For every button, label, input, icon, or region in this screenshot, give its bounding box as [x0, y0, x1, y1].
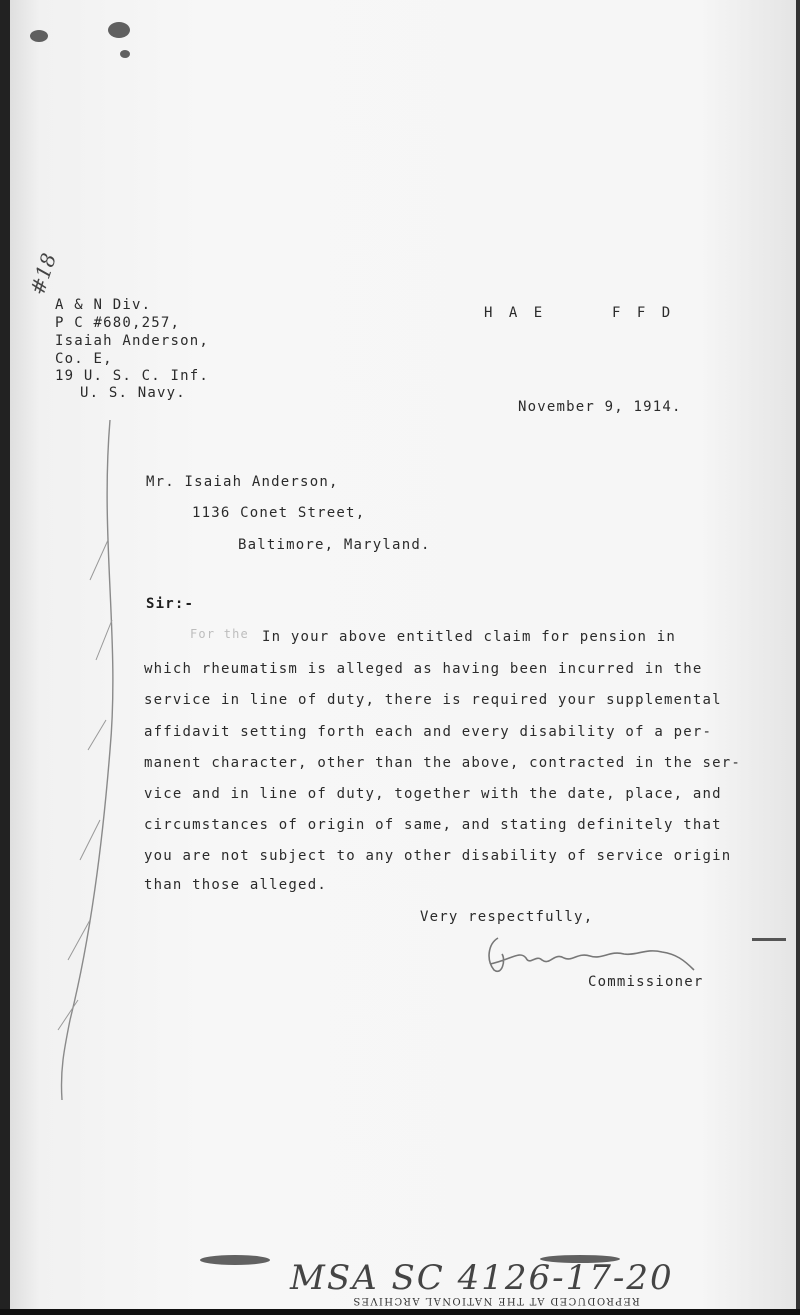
scan-edge-right: [796, 0, 800, 1315]
reference-line: A & N Div.: [55, 297, 152, 313]
addressee-street: 1136 Conet Street,: [192, 505, 366, 521]
initials-left: H A E: [484, 305, 547, 321]
closing: Very respectfully,: [420, 909, 594, 925]
scan-speck: [200, 1255, 270, 1265]
body-line: service in line of duty, there is required your supplemental: [144, 692, 722, 708]
initials-right: F F D: [612, 305, 675, 321]
margin-note: #18: [25, 250, 62, 298]
scan-edge-bottom: [0, 1309, 800, 1315]
body-line: affidavit setting forth each and every disability of a per-: [144, 724, 713, 740]
reference-line: Co. E,: [55, 351, 113, 367]
reference-line: 19 U. S. C. Inf.: [55, 368, 210, 384]
scan-speck: [120, 50, 130, 58]
scan-mark-right: [752, 938, 786, 941]
salutation: Sir:-: [146, 596, 195, 612]
archive-stamp: REPRODUCED AT THE NATIONAL ARCHIVES: [352, 1295, 640, 1306]
body-line: you are not subject to any other disability of service origin: [144, 848, 732, 864]
addressee-city: Baltimore, Maryland.: [238, 537, 431, 553]
signer-title: Commissioner: [588, 974, 704, 990]
body-line: In your above entitled claim for pension in: [262, 629, 677, 645]
signature: [490, 945, 626, 966]
scan-speck: [30, 30, 48, 42]
body-faint-prefix: For the: [190, 627, 249, 641]
reference-line: P C #680,257,: [55, 315, 181, 331]
body-line: vice and in line of duty, together with the date, place, and: [144, 786, 722, 802]
addressee-name: Mr. Isaiah Anderson,: [146, 474, 339, 490]
scan-artifact-vine: [40, 420, 130, 1100]
body-line: than those alleged.: [144, 877, 327, 893]
reference-line: Isaiah Anderson,: [55, 333, 210, 349]
body-line: which rheumatism is alleged as having been incurred in the: [144, 661, 703, 677]
letter-date: November 9, 1914.: [518, 399, 682, 415]
reference-line: U. S. Navy.: [80, 385, 186, 401]
scan-edge-left: [0, 0, 10, 1315]
archive-number: MSA SC 4126-17-20: [290, 1258, 674, 1298]
body-line: circumstances of origin of same, and stating definitely that: [144, 817, 722, 833]
body-line: manent character, other than the above, contracted in the ser-: [144, 755, 741, 771]
scan-speck: [108, 22, 130, 38]
